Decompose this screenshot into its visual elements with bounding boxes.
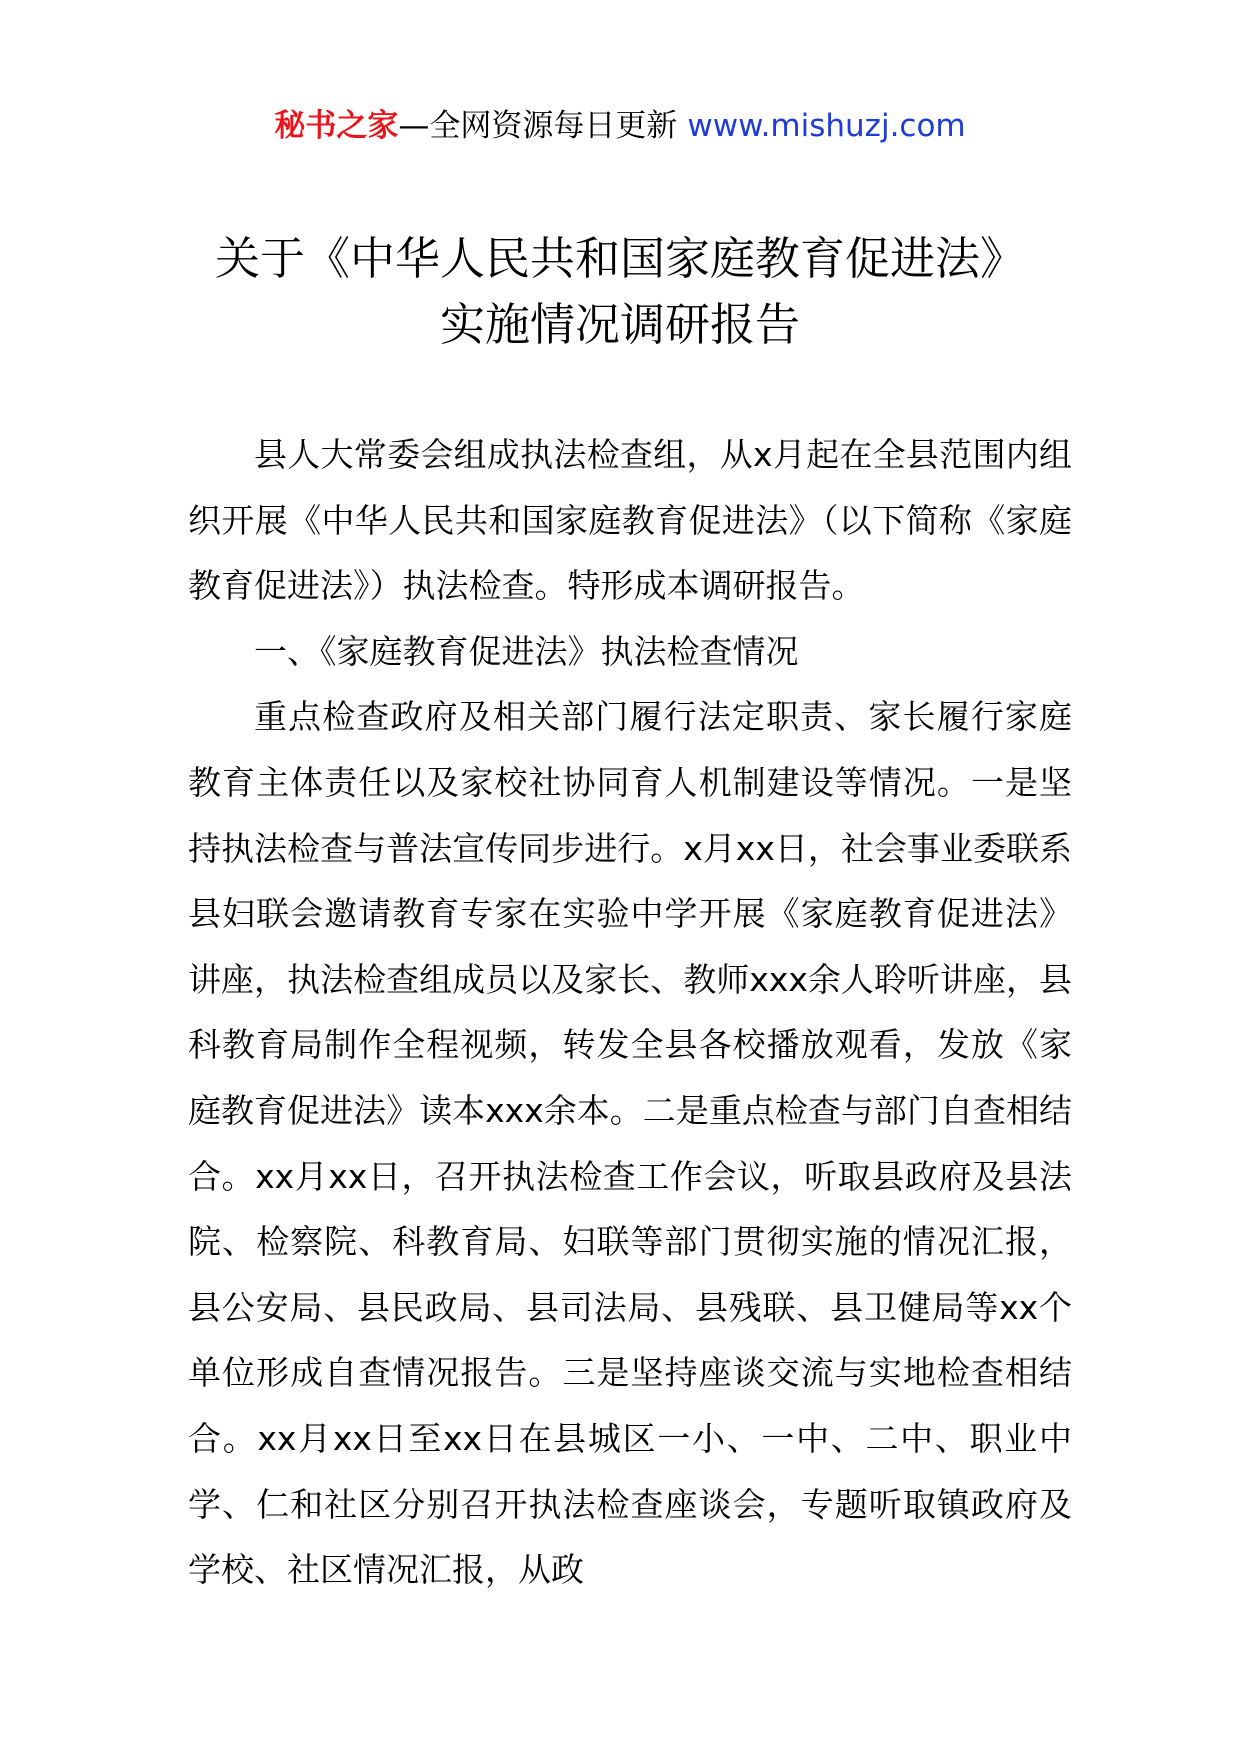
document-body bbox=[188, 422, 1072, 1603]
body-paragraph: 重点检查政府及相关部门履行法定职责、家长履行家庭教育主体责任以及家校社协同育人机制建设等情况。一是坚持执法检查与普法宣传同步进行。x月xx日，社会事业委联系县妇联会邀请教育专家在实验中学开展《家庭教育促进法》讲座，执法检查组成员以及家长、教师xxx余人聆听讲座，县科教育局制作全程视频，转发全县各校播放观看，发放《家庭教育促进法》读本xxx余本。二是重点检查与部门自查相结合。xx月xx日，召开执法检查工作会议，听取县政府及县法院、检察院、科教育局、妇联等部门贯彻实施的情况汇报，县公安局、县民政局、县司法局、县残联、县卫健局等xx个单位形成自查情况报告。三是坚持座谈交流与实地检查相结合。xx月xx日至xx日在县城区一小、一中、二中、职业中学、仁和社区分别召开执法检查座谈会，专题听取镇政府及学校、社区情况汇报，从政 bbox=[188, 697, 1072, 1590]
title-line-1: 关于《中华人民共和国家庭教育促进法》 bbox=[214, 232, 1025, 285]
site-banner bbox=[0, 104, 1240, 148]
intro-paragraph: 县人大常委会组成执法检查组，从x月起在全县范围内组织开展《中华人民共和国家庭教育促进法》（以下简称《家庭教育促进法》）执法检查。特形成本调研报告。 bbox=[188, 435, 1072, 606]
title-line-2: 实施情况调研报告 bbox=[439, 298, 800, 351]
banner-dash: — bbox=[398, 108, 430, 144]
brand-name: 秘书之家 bbox=[274, 108, 399, 144]
banner-slogan: 全网资源每日更新 bbox=[429, 108, 678, 144]
document-title bbox=[0, 226, 1240, 358]
site-url-link[interactable]: www.mishuzj.com bbox=[687, 108, 966, 144]
section-heading: 一、《家庭教育促进法》执法检查情况 bbox=[254, 631, 799, 671]
